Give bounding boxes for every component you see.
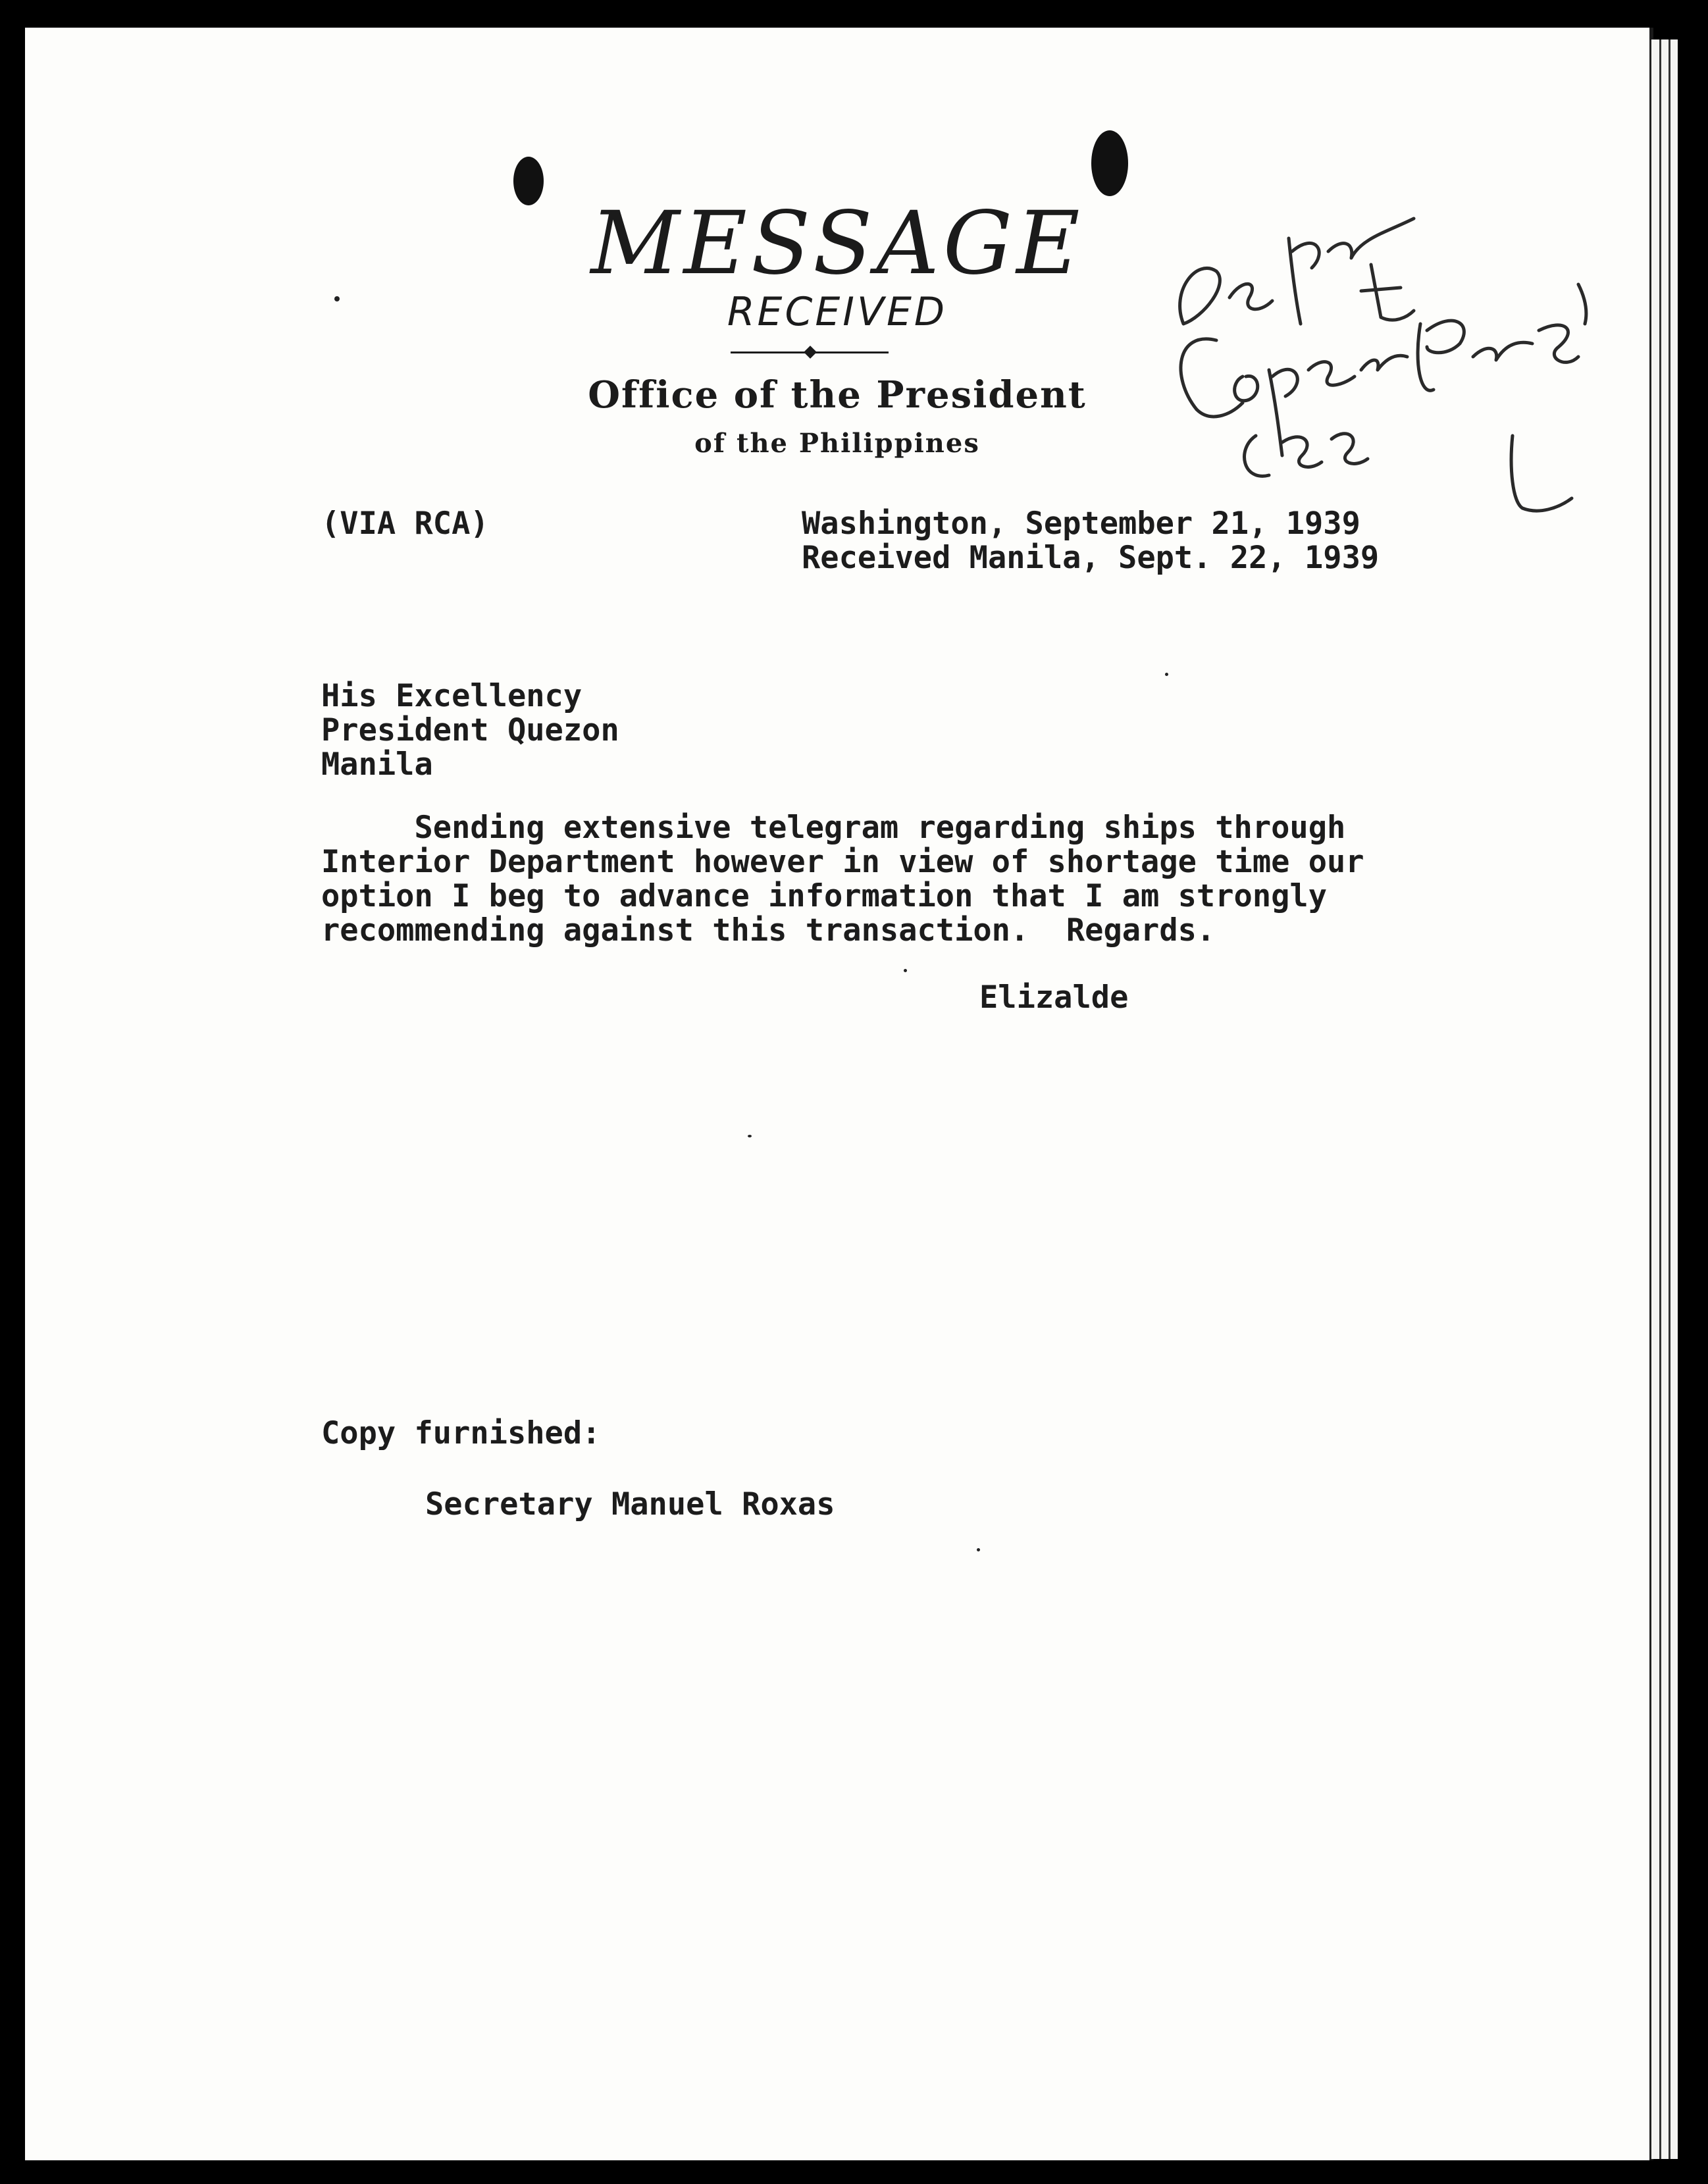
body-line: Sending extensive telegram regarding ships through bbox=[321, 810, 1346, 846]
body-line: Interior Department however in view of shortage time our bbox=[321, 844, 1364, 880]
punch-hole-right bbox=[1091, 130, 1128, 196]
underlying-sheet-edge bbox=[1649, 39, 1678, 2159]
routing-note: (VIA RCA) bbox=[321, 506, 489, 542]
body-line: recommending against this transaction. Regards. bbox=[321, 912, 1216, 949]
letterhead-subtitle: RECEIVED bbox=[727, 289, 948, 335]
dateline-sent: Washington, September 21, 1939 bbox=[802, 506, 1360, 542]
letterhead-diamond-ornament bbox=[804, 346, 817, 359]
scan-speck bbox=[1165, 673, 1168, 676]
letterhead-country: of the Philippines bbox=[694, 428, 980, 459]
copy-recipient: Secretary Manuel Roxas bbox=[425, 1486, 835, 1522]
scan-speck bbox=[748, 1135, 752, 1137]
dateline-received: Received Manila, Sept. 22, 1939 bbox=[802, 540, 1380, 576]
scan-speck bbox=[334, 296, 340, 301]
addressee-line: Manila bbox=[321, 746, 433, 783]
punch-hole-left bbox=[513, 157, 544, 205]
document-page bbox=[25, 28, 1653, 2160]
scan-speck bbox=[904, 969, 907, 972]
letterhead-office: Office of the President bbox=[588, 373, 1087, 417]
body-line: option I beg to advance information that I am strongly bbox=[321, 878, 1328, 914]
handwritten-annotation bbox=[1144, 159, 1618, 528]
scan-speck bbox=[977, 1548, 980, 1551]
addressee-line: His Excellency bbox=[321, 678, 582, 714]
copy-label: Copy furnished: bbox=[321, 1415, 601, 1451]
addressee-line: President Quezon bbox=[321, 712, 619, 748]
signature: Elizalde bbox=[979, 979, 1129, 1016]
letterhead-title: MESSAGE bbox=[590, 193, 1084, 294]
